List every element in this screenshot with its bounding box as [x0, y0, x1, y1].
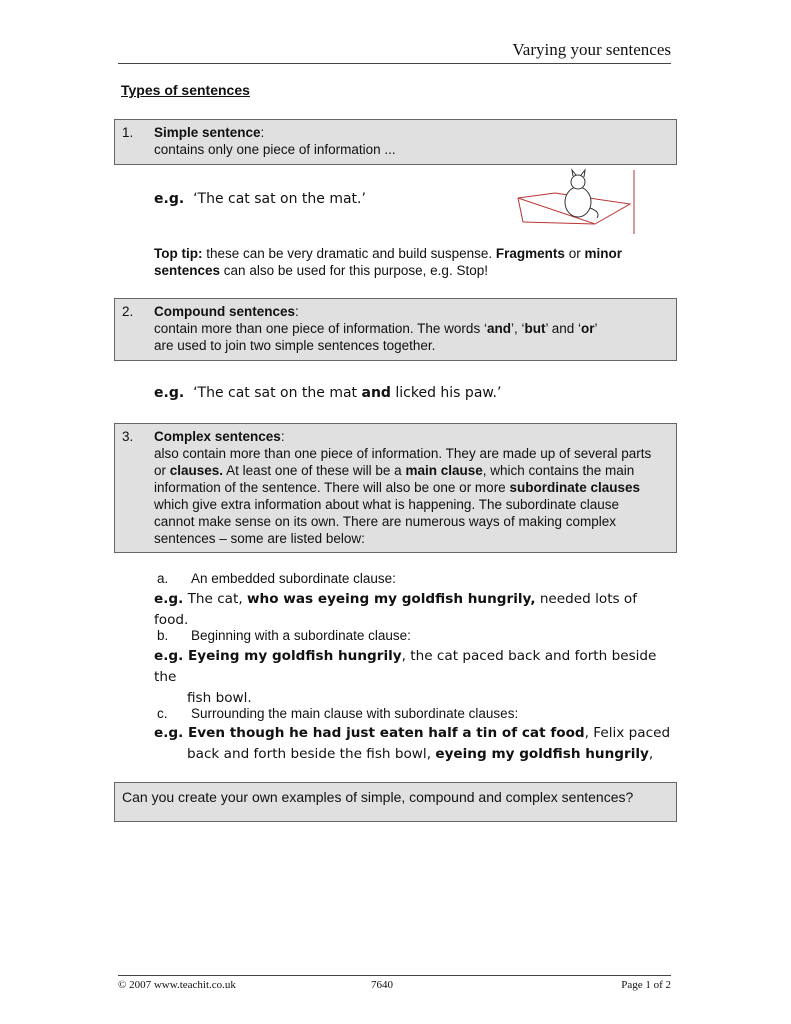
box-title: Complex sentences [154, 429, 281, 444]
top-tip: Top tip: these can be very dramatic and build suspense. Fragments or minor sentences can also be used for this purpose, e.g. Stop! [154, 246, 622, 278]
subtype-b: b. Beginning with a subordinate clause: [157, 628, 411, 643]
example-c: e.g. Even though he had just eaten half a tin of cat food, Felix paced back and forth beside the fish bowl, eyeing my goldfish hungrily, [154, 725, 671, 762]
box-description: contains only one piece of information ... [154, 142, 396, 157]
example-compound: e.g. ‘The cat sat on the mat and licked his paw.’ [154, 385, 502, 401]
subtype-c: c. Surrounding the main clause with subordinate clauses: [157, 706, 519, 721]
footer-copyright: © 2007 www.teachit.co.uk [118, 979, 236, 991]
footer-page-number: Page 1 of 2 [621, 979, 671, 991]
question-text: Can you create your own examples of simple, compound and complex sentences? [122, 789, 634, 805]
box-number: 2. [122, 304, 134, 319]
example-b: e.g. Eyeing my goldfish hungrily, the cat paced back and forth beside the fish bowl. [154, 648, 657, 706]
cat-on-mat-illustration [515, 168, 640, 236]
compound-sentence-box [114, 298, 677, 361]
complex-sentence-box [114, 423, 677, 553]
box-text: Compound sentences: contain more than one piece of information. The words ‘and’, ‘but’ and ‘or’ are used to join two simple sentences together. [154, 304, 598, 353]
subtype-a: a. An embedded subordinate clause: [157, 571, 396, 586]
box-text: Complex sentences: also contain more than one piece of information. They are made up of several parts or clauses. At least one of these will be a main clause, which contains the main information of the sentence. There will also be one or more subordinate clauses which give extra information about what is happening. The subordinate clause cannot make sense on its own. There are numerous ways of making complex sentences – some are listed below: [154, 429, 652, 546]
box-title: Compound sentences [154, 304, 296, 319]
simple-sentence-box [114, 119, 677, 165]
section-heading: Types of sentences [121, 82, 250, 98]
example-simple: e.g. ‘The cat sat on the mat.’ [154, 191, 366, 207]
footer [118, 975, 671, 991]
example-a: e.g. The cat, who was eyeing my goldfish hungrily, needed lots of food. [154, 591, 638, 628]
box-number: 3. [122, 429, 134, 444]
question-box [114, 782, 677, 822]
box-number: 1. [122, 125, 134, 140]
box-title: Simple sentence [154, 125, 261, 140]
footer-code: 7640 [371, 979, 393, 991]
page-header-title: Varying your sentences [512, 40, 671, 59]
header-rule [118, 63, 671, 64]
box-text: Simple sentence: contains only one piece of information ... [154, 125, 396, 157]
